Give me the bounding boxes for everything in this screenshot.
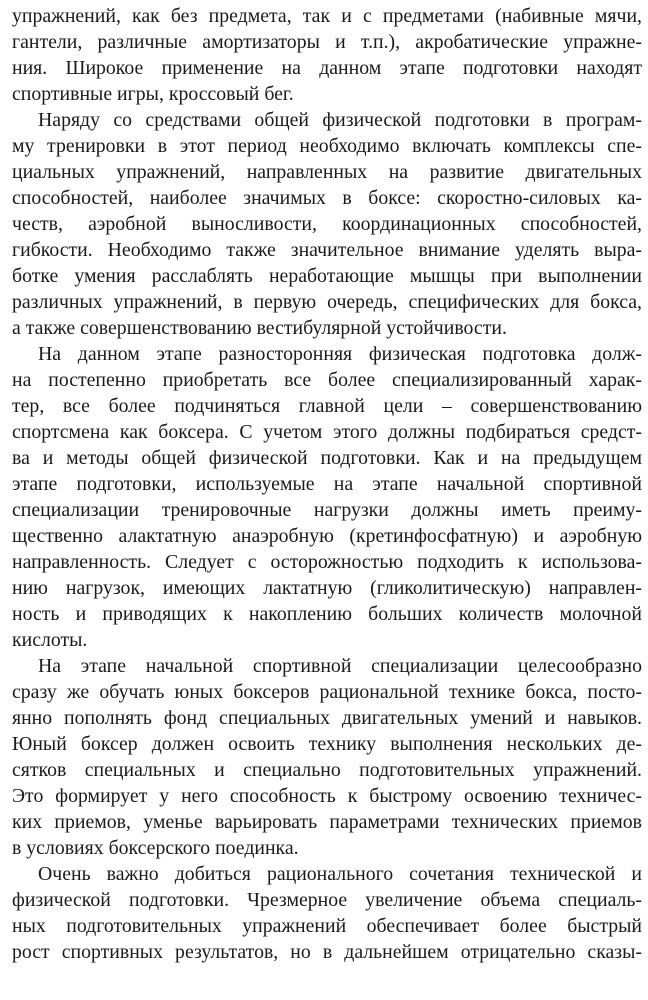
text-line: ботке умения расслаблять неработающие мышцы при выполнении bbox=[12, 265, 642, 287]
text-line: циальных упражнений, направленных на развитие двигательных bbox=[12, 161, 642, 183]
text-line: спортивные игры, кроссовый бег. bbox=[12, 83, 294, 105]
text-line: ния. Широкое применение на данном этапе подготовки находят bbox=[12, 57, 642, 79]
text-line: нию нагрузок, имеющих лактатную (гликолитическую) направлен- bbox=[12, 577, 642, 599]
text-line: На данном этапе разносторонняя физическая подготовка долж- bbox=[38, 343, 642, 365]
text-line: гантели, различные амортизаторы и т.п.), акробатические упражне- bbox=[12, 31, 642, 53]
text-line: различных упражнений, в первую очередь, специфических для бокса, bbox=[12, 291, 642, 313]
text-line: сятков специальных и специально подготовительных упражнений. bbox=[12, 759, 642, 781]
text-line: Юный боксер должен освоить технику выполнения нескольких де- bbox=[12, 733, 642, 755]
text-line: спортсмена как боксера. С учетом этого должны подбираться средст- bbox=[12, 421, 642, 443]
text-line: физической подготовки. Чрезмерное увеличение объема специаль- bbox=[12, 889, 642, 911]
text-line: этапе подготовки, используемые на этапе начальной спортивной bbox=[12, 473, 642, 495]
text-line: На этапе начальной спортивной специализации целесообразно bbox=[38, 655, 642, 677]
text-line: направленность. Следует с осторожностью подходить к использова- bbox=[12, 551, 642, 573]
text-line: щественно алактатную анаэробную (кретинфосфатную) и аэробную bbox=[12, 525, 642, 547]
text-line: специализации тренировочные нагрузки должны иметь преиму- bbox=[12, 499, 642, 521]
text-line: тер, все более подчиняться главной цели – совершенствованию bbox=[12, 395, 642, 417]
text-line: в условиях боксерского поединка. bbox=[12, 837, 299, 859]
text-line: ва и методы общей физической подготовки. Как и на предыдущем bbox=[12, 447, 642, 469]
text-line: Это формирует у него способность к быстрому освоению техничес- bbox=[12, 785, 642, 807]
text-line: ких приемов, уменье варьировать параметрами технических приемов bbox=[12, 811, 642, 833]
text-line: сразу же обучать юных боксеров рациональной технике бокса, посто- bbox=[12, 681, 642, 703]
text-line: ных подготовительных упражнений обеспечивает более быстрый bbox=[12, 915, 642, 937]
text-line: янно пополнять фонд специальных двигательных умений и навыков. bbox=[12, 707, 642, 729]
text-line: кислоты. bbox=[12, 629, 88, 651]
text-line: рост спортивных результатов, но в дальнейшем отрицательно сказы- bbox=[12, 941, 642, 963]
text-line: упражнений, как без предмета, так и с предметами (набивные мячи, bbox=[12, 5, 642, 27]
text-line: на постепенно приобретать все более специализированный харак- bbox=[12, 369, 642, 391]
text-line: а также совершенствованию вестибулярной устойчивости. bbox=[12, 317, 507, 339]
text-line: гибкости. Необходимо также значительное внимание уделять выра- bbox=[12, 239, 642, 261]
text-line: Наряду со средствами общей физической подготовки в програм- bbox=[38, 109, 642, 131]
text-line: ность и приводящих к накоплению больших количеств молочной bbox=[12, 603, 642, 625]
text-line: честв, аэробной выносливости, координационных способностей, bbox=[12, 213, 642, 235]
text-line: Очень важно добиться рационального сочетания технической и bbox=[38, 863, 642, 885]
text-line: му тренировки в этот период необходимо включать комплексы спе- bbox=[12, 135, 642, 157]
text-line: способностей, наиболее значимых в боксе: скоростно-силовых ка- bbox=[12, 187, 642, 209]
